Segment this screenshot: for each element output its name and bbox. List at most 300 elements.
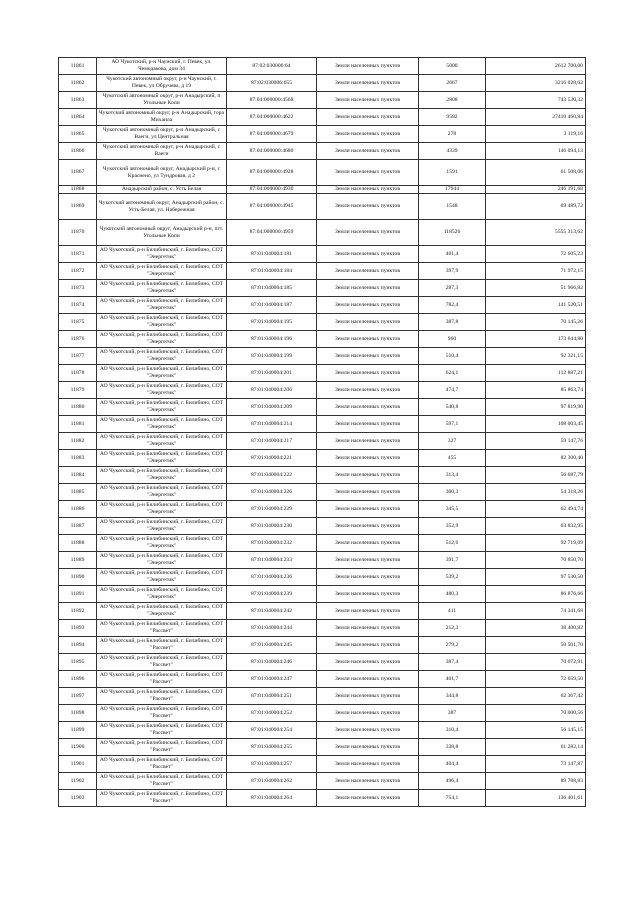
table-row [59,143,586,160]
row-address: АО Чукотский, р-н Билибинский, г. Билибино, СОТ "Энергетик" [97,433,227,450]
table-row [59,603,586,620]
table-row [59,382,586,399]
row-address: АО Чукотский, р-н Билибинский, г. Билибино, СОТ "Энергетик" [97,331,227,348]
row-number: 11885 [59,484,97,501]
row-cadastral-number: 87:01:040004:195 [227,314,317,331]
row-number: 11868 [59,186,97,194]
row-cadastral-value: 70 850,70 [486,552,586,569]
row-address: АО Чукотский, р-н Билибинский, г. Билибино, СОТ "Рассвет" [97,756,227,773]
row-number: 11883 [59,450,97,467]
row-cadastral-number: 87:02:030006:64 [227,58,317,75]
row-cadastral-value: 146 094,13 [486,143,586,160]
row-cadastral-number: 87:01:040004:185 [227,280,317,297]
row-cadastral-value: 70 145,26 [486,314,586,331]
row-number: 11862 [59,75,97,92]
row-area: 411 [419,603,486,620]
row-cadastral-value: 743 530,32 [486,92,586,109]
table-row [59,620,586,637]
row-land-category: Земли населенных пунктов [317,654,419,671]
row-land-category: Земли населенных пунктов [317,433,419,450]
row-area: 754,1 [419,790,486,807]
row-land-category: Земли населенных пунктов [317,58,419,75]
row-cadastral-number: 87:04:000000:4680 [227,143,317,160]
row-land-category: Земли населенных пунктов [317,297,419,314]
table-row [59,654,586,671]
row-cadastral-value: 2612 700,00 [486,58,586,75]
row-area: 338,8 [419,739,486,756]
row-area: 387,8 [419,314,486,331]
row-cadastral-value: 3 119,16 [486,126,586,143]
row-area: 624,1 [419,365,486,382]
row-area: 496,4 [419,773,486,790]
row-cadastral-value: 27410 460,84 [486,109,586,126]
row-address: Чукотский автономный округ, р-н Анадырский, п Угольные Копи [97,92,227,109]
row-address: АО Чукотский, р-н Билибинский, г. Билибино, СОТ "Энергетик" [97,518,227,535]
row-address: АО Чукотский, р-н Билибинский, г. Билибино, СОТ "Рассвет" [97,620,227,637]
table-row [59,186,586,194]
table-row [59,501,586,518]
table-row [59,416,586,433]
row-cadastral-number: 87:01:040004:184 [227,263,317,280]
row-cadastral-number: 87:04:000000:4930 [227,186,317,194]
row-area: 278 [419,126,486,143]
row-address: Чукотский автономный округ, Анадырский район, с. Усть-Белая, ул. Набережная [97,194,227,220]
row-land-category: Земли населенных пунктов [317,109,419,126]
row-number: 11903 [59,790,97,807]
row-cadastral-number: 87:01:040004:247 [227,671,317,688]
row-number: 11889 [59,552,97,569]
table-row [59,331,586,348]
row-cadastral-value: 5555 313,62 [486,220,586,246]
row-address: АО Чукотский, р-н Билибинский, г. Билибино, СОТ "Энергетик" [97,399,227,416]
row-number: 11876 [59,331,97,348]
row-address: АО Чукотский, р-н Билибинский, г. Билибино, СОТ "Энергетик" [97,603,227,620]
row-address: АО Чукотский, р-н Билибинский, г. Билибино, СОТ "Энергетик" [97,569,227,586]
row-land-category: Земли населенных пунктов [317,688,419,705]
row-cadastral-number: 87:01:040004:239 [227,586,317,603]
row-cadastral-number: 87:01:040004:196 [227,331,317,348]
row-cadastral-number: 87:01:040004:245 [227,637,317,654]
row-number: 11870 [59,220,97,246]
table-row [59,790,586,807]
row-number: 11871 [59,246,97,263]
row-area: 310,4 [419,722,486,739]
row-cadastral-value: 246 191,68 [486,186,586,194]
table-row [59,756,586,773]
row-number: 11867 [59,160,97,186]
row-number: 11895 [59,654,97,671]
row-area: 344,8 [419,688,486,705]
table-row [59,297,586,314]
row-land-category: Земли населенных пунктов [317,671,419,688]
table-row [59,705,586,722]
table-body [59,58,586,807]
row-cadastral-number: 87:01:040004:264 [227,790,317,807]
row-address: Чукотский автономный округ, р-н Анадырский, гора Михаила [97,109,227,126]
row-land-category: Земли населенных пунктов [317,126,419,143]
row-land-category: Земли населенных пунктов [317,143,419,160]
row-cadastral-value: 71 972,15 [486,263,586,280]
row-land-category: Земли населенных пунктов [317,552,419,569]
row-cadastral-value: 61 508,06 [486,160,586,186]
table-row [59,58,586,75]
row-cadastral-value: 72 659,50 [486,671,586,688]
row-address: АО Чукотский, р-н Билибинский, г. Билибино, СОТ "Энергетик" [97,280,227,297]
row-cadastral-value: 141 520,51 [486,297,586,314]
row-cadastral-value: 89 788,83 [486,773,586,790]
row-land-category: Земли населенных пунктов [317,331,419,348]
row-cadastral-number: 87:01:040004:206 [227,382,317,399]
table-row [59,467,586,484]
table-row [59,722,586,739]
row-cadastral-number: 87:01:040004:232 [227,535,317,552]
row-cadastral-number: 87:04:000000:4568 [227,92,317,109]
row-number: 11887 [59,518,97,535]
row-area: 300,3 [419,484,486,501]
row-cadastral-value: 74 341,68 [486,603,586,620]
row-number: 11884 [59,467,97,484]
row-cadastral-value: 97 819,90 [486,399,586,416]
row-cadastral-number: 87:01:040004:246 [227,654,317,671]
table-row [59,280,586,297]
row-address: АО Чукотский, р-н Билибинский, г. Билибино, СОТ "Энергетик" [97,450,227,467]
row-land-category: Земли населенных пунктов [317,705,419,722]
table-row [59,220,586,246]
row-cadastral-value: 38 400,82 [486,620,586,637]
row-cadastral-number: 87:01:040004:221 [227,450,317,467]
row-land-category: Земли населенных пунктов [317,739,419,756]
row-address: АО Чукотский, р-н Билибинский, г. Билибино, СОТ "Энергетик" [97,586,227,603]
row-number: 11866 [59,143,97,160]
row-cadastral-value: 56 145,15 [486,722,586,739]
table-row [59,399,586,416]
row-area: 327 [419,433,486,450]
table-row [59,637,586,654]
row-area: 287,3 [419,280,486,297]
row-number: 11872 [59,263,97,280]
row-area: 1591 [419,160,486,186]
table-row [59,109,586,126]
row-cadastral-value: 56 687,79 [486,467,586,484]
row-number: 11879 [59,382,97,399]
row-area: 387,4 [419,654,486,671]
row-number: 11863 [59,92,97,109]
row-area: 397,9 [419,263,486,280]
row-cadastral-value: 70 000,56 [486,705,586,722]
row-cadastral-number: 87:01:040004:214 [227,416,317,433]
row-address: Чукотский автономный округ, р-н Чаунский, г. Певек, ул Обручева, д 19 [97,75,227,92]
row-area: 2808 [419,92,486,109]
row-land-category: Земли населенных пунктов [317,467,419,484]
row-number: 11893 [59,620,97,637]
table-row [59,688,586,705]
row-cadastral-value: 72 605,23 [486,246,586,263]
row-number: 11861 [59,58,97,75]
row-cadastral-number: 87:02:030006:655 [227,75,317,92]
row-number: 11902 [59,773,97,790]
row-land-category: Земли населенных пунктов [317,280,419,297]
table-row [59,263,586,280]
table-row [59,75,586,92]
table-row [59,194,586,220]
row-address: АО Чукотский, р-н Билибинский, г. Билибино, СОТ "Энергетик" [97,382,227,399]
row-number: 11896 [59,671,97,688]
row-cadastral-number: 87:01:040004:187 [227,297,317,314]
row-cadastral-number: 87:01:040004:201 [227,365,317,382]
row-address: АО Чукотский, р-н Билибинский, г. Билибино, СОТ "Энергетик" [97,467,227,484]
row-land-category: Земли населенных пунктов [317,722,419,739]
row-cadastral-value: 173 644,80 [486,331,586,348]
row-address: АО Чукотский, р-н Билибинский, г. Билибино, СОТ "Энергетик" [97,535,227,552]
land-registry-table [58,57,586,807]
row-address: АО Чукотский, р-н Билибинский, г. Билибино, СОТ "Энергетик" [97,416,227,433]
table-row [59,535,586,552]
row-cadastral-number: 87:01:040004:233 [227,552,317,569]
row-cadastral-number: 87:01:040004:257 [227,756,317,773]
row-cadastral-value: 92 321,15 [486,348,586,365]
row-number: 11877 [59,348,97,365]
row-address: Чукотский автономный округ, р-н Анадырский, с Ваеги, ул Центральная [97,126,227,143]
row-land-category: Земли населенных пунктов [317,92,419,109]
row-address: АО Чукотский, р-н Билибинский, г. Билибино, СОТ "Энергетик" [97,297,227,314]
table-row [59,569,586,586]
row-area: 17944 [419,186,486,194]
row-land-category: Земли населенных пунктов [317,365,419,382]
row-land-category: Земли населенных пунктов [317,348,419,365]
row-area: 404,4 [419,756,486,773]
row-land-category: Земли населенных пунктов [317,756,419,773]
row-cadastral-number: 87:01:040004:255 [227,739,317,756]
row-land-category: Земли населенных пунктов [317,194,419,220]
row-land-category: Земли населенных пунктов [317,637,419,654]
row-area: 9582 [419,109,486,126]
row-land-category: Земли населенных пунктов [317,160,419,186]
row-land-category: Земли населенных пунктов [317,773,419,790]
row-area: 782,4 [419,297,486,314]
row-cadastral-value: 70 072,91 [486,654,586,671]
row-cadastral-number: 87:01:040004:230 [227,518,317,535]
row-area: 510,4 [419,348,486,365]
row-land-category: Земли населенных пунктов [317,416,419,433]
row-cadastral-number: 87:01:040004:244 [227,620,317,637]
row-area: 480,3 [419,586,486,603]
row-address: АО Чукотский, р-н Билибинский, г. Билибино, СОТ "Энергетик" [97,263,227,280]
row-cadastral-number: 87:01:040004:181 [227,246,317,263]
row-cadastral-value: 69 489,72 [486,194,586,220]
row-address: АО Чукотский, р-н Билибинский, г. Билибино, СОТ "Рассвет" [97,688,227,705]
row-address: АО Чукотский, р-н Билибинский, г. Билибино, СОТ "Рассвет" [97,790,227,807]
row-land-category: Земли населенных пунктов [317,314,419,331]
row-cadastral-value: 50 501,70 [486,637,586,654]
row-address: Анадырский район, с. Усть Белая [97,186,227,194]
row-cadastral-value: 62 494,74 [486,501,586,518]
table-row [59,552,586,569]
row-cadastral-number: 87:01:040004:251 [227,688,317,705]
row-number: 11892 [59,603,97,620]
table-row [59,450,586,467]
row-cadastral-value: 51 966,82 [486,280,586,297]
row-area: 474,7 [419,382,486,399]
row-land-category: Земли населенных пунктов [317,518,419,535]
row-address: АО Чукотский, р-н Билибинский, г. Билибино, СОТ "Рассвет" [97,705,227,722]
table-row [59,518,586,535]
row-cadastral-value: 61 282,14 [486,739,586,756]
row-cadastral-number: 87:01:040004:236 [227,569,317,586]
row-cadastral-value: 73 147,87 [486,756,586,773]
table-row [59,739,586,756]
row-cadastral-value: 136 401,61 [486,790,586,807]
row-area: 391,7 [419,552,486,569]
row-address: АО Чукотский, р-н Билибинский, г. Билибино, СОТ "Рассвет" [97,773,227,790]
row-address: АО Чукотский, р-н Билибинский, г. Билибино, СОТ "Рассвет" [97,654,227,671]
table-row [59,586,586,603]
row-cadastral-number: 87:01:040004:242 [227,603,317,620]
row-cadastral-number: 87:01:040004:217 [227,433,317,450]
row-land-category: Земли населенных пунктов [317,484,419,501]
row-area: 401,4 [419,246,486,263]
table-row [59,92,586,109]
row-address: АО Чукотский, р-н Билибинский, г. Билибино, СОТ "Энергетик" [97,314,227,331]
row-land-category: Земли населенных пунктов [317,586,419,603]
row-cadastral-value: 86 876,66 [486,586,586,603]
row-area: 387 [419,705,486,722]
row-number: 11899 [59,722,97,739]
row-land-category: Земли населенных пунктов [317,501,419,518]
row-area: 118526 [419,220,486,246]
row-cadastral-number: 87:01:040004:229 [227,501,317,518]
row-address: Чукотский автономный округ, р-н Анадырский, с Ваеги [97,143,227,160]
table-row [59,160,586,186]
table-row [59,484,586,501]
row-area: 597,1 [419,416,486,433]
row-cadastral-value: 85 863,74 [486,382,586,399]
row-cadastral-number: 87:01:040004:226 [227,484,317,501]
row-land-category: Земли населенных пунктов [317,263,419,280]
row-address: АО Чукотский, р-н Билибинский, г. Билибино, СОТ "Рассвет" [97,637,227,654]
row-number: 11873 [59,280,97,297]
row-number: 11880 [59,399,97,416]
row-land-category: Земли населенных пунктов [317,382,419,399]
table-row [59,773,586,790]
row-area: 540,8 [419,399,486,416]
row-number: 11890 [59,569,97,586]
row-cadastral-number: 87:04:000000:4622 [227,109,317,126]
row-land-category: Земли населенных пунктов [317,620,419,637]
row-land-category: Земли населенных пунктов [317,246,419,263]
row-address: АО Чукотский, р-н Билибинский, г. Билибино, СОТ "Энергетик" [97,552,227,569]
row-cadastral-value: 82 300,40 [486,450,586,467]
row-number: 11874 [59,297,97,314]
row-address: АО Чукотский, р-н Чаунский, г. Певек, ул. Чемодакова, дом 34 [97,58,227,75]
row-cadastral-number: 87:04:000000:4945 [227,194,317,220]
row-number: 11864 [59,109,97,126]
row-number: 11901 [59,756,97,773]
row-area: 212,3 [419,620,486,637]
row-number: 11865 [59,126,97,143]
row-cadastral-value: 59 147,76 [486,433,586,450]
table-row [59,348,586,365]
row-address: АО Чукотский, р-н Билибинский, г. Билибино, СОТ "Рассвет" [97,739,227,756]
row-address: АО Чукотский, р-н Билибинский, г. Билибино, СОТ "Рассвет" [97,722,227,739]
row-cadastral-value: 62 367,42 [486,688,586,705]
row-cadastral-number: 87:01:040004:262 [227,773,317,790]
row-cadastral-number: 87:04:000000:4928 [227,160,317,186]
row-cadastral-value: 97 530,50 [486,569,586,586]
row-number: 11869 [59,194,97,220]
row-cadastral-value: 108 003,45 [486,416,586,433]
row-area: 313,4 [419,467,486,484]
row-area: 1548 [419,194,486,220]
row-number: 11878 [59,365,97,382]
row-number: 11882 [59,433,97,450]
row-cadastral-number: 87:01:040004:254 [227,722,317,739]
row-area: 455 [419,450,486,467]
row-area: 5000 [419,58,486,75]
table-row [59,246,586,263]
row-land-category: Земли населенных пунктов [317,569,419,586]
row-address: АО Чукотский, р-н Билибинский, г. Билибино, СОТ "Энергетик" [97,246,227,263]
row-cadastral-number: 87:04:000000:4959 [227,220,317,246]
row-land-category: Земли населенных пунктов [317,399,419,416]
row-cadastral-number: 87:01:040004:252 [227,705,317,722]
table-row [59,126,586,143]
row-cadastral-number: 87:04:000000:4679 [227,126,317,143]
row-number: 11891 [59,586,97,603]
row-address: АО Чукотский, р-н Билибинский, г. Билибино, СОТ "Энергетик" [97,484,227,501]
row-land-category: Земли населенных пунктов [317,535,419,552]
row-cadastral-number: 87:01:040004:209 [227,399,317,416]
table-row [59,314,586,331]
row-number: 11886 [59,501,97,518]
row-address: АО Чукотский, р-н Билибинский, г. Билибино, СОТ "Энергетик" [97,365,227,382]
row-number: 11894 [59,637,97,654]
row-land-category: Земли населенных пунктов [317,603,419,620]
row-number: 11875 [59,314,97,331]
row-number: 11900 [59,739,97,756]
row-cadastral-number: 87:01:040004:222 [227,467,317,484]
row-area: 401,7 [419,671,486,688]
row-area: 4339 [419,143,486,160]
row-address: Чукотский автономный округ, Анадырский р-н, пгт. Угольные Копи [97,220,227,246]
row-address: АО Чукотский, р-н Билибинский, г. Билибино, СОТ "Энергетик" [97,501,227,518]
row-cadastral-value: 54 318,26 [486,484,586,501]
row-cadastral-value: 3216 028,62 [486,75,586,92]
row-number: 11897 [59,688,97,705]
row-area: 279,2 [419,637,486,654]
row-land-category: Земли населенных пунктов [317,75,419,92]
row-land-category: Земли населенных пунктов [317,790,419,807]
row-number: 11898 [59,705,97,722]
row-area: 352,9 [419,518,486,535]
row-area: 960 [419,331,486,348]
row-cadastral-number: 87:01:040004:199 [227,348,317,365]
row-cadastral-value: 63 832,95 [486,518,586,535]
row-cadastral-value: 92 719,09 [486,535,586,552]
row-number: 11888 [59,535,97,552]
table-row [59,671,586,688]
row-land-category: Земли населенных пунктов [317,186,419,194]
row-land-category: Земли населенных пунктов [317,450,419,467]
row-area: 539,2 [419,569,486,586]
table-row [59,433,586,450]
row-land-category: Земли населенных пунктов [317,220,419,246]
row-area: 512,6 [419,535,486,552]
row-address: Чукотский автономный округ, Анадырский р-н, с Краснено, ул Тундровая, д 2 [97,160,227,186]
row-number: 11881 [59,416,97,433]
row-cadastral-value: 112 887,21 [486,365,586,382]
row-area: 2667 [419,75,486,92]
table-row [59,365,586,382]
